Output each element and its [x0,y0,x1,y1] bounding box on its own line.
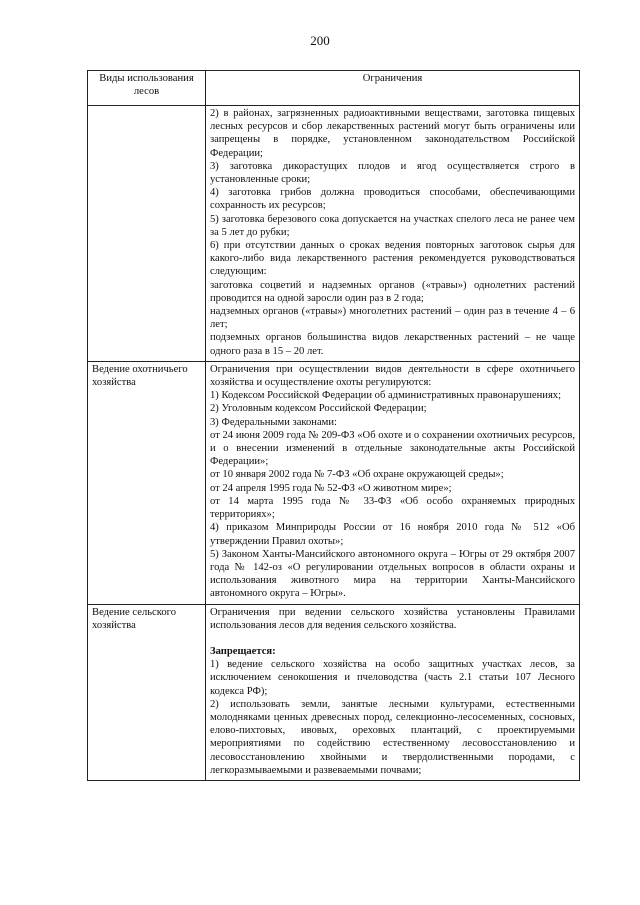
restriction-line: 5) заготовка березового сока допускается на участках спелого леса не ранее чем за 5 лет до рубки; [210,213,575,238]
restriction-line: от 24 июня 2009 года № 209-ФЗ «Об охоте и о сохранении охотничьих ресурсов, и о внесении изменений в отдельные законодательные акты Российской Федерации»; [210,429,575,468]
restriction-line: 3) Федеральными законами: [210,416,337,428]
row-forest-use: Ведение сельского хозяйства [88,604,206,780]
restriction-line: надземных органов («травы») многолетних растений – один раз в течение 4 – 6 лет; [210,306,575,331]
restriction-line: 6) при отсутствии данных о сроках ведения повторных заготовок сырья для какого-либо вида лекарственного растения рекомендуется руководствоваться следующим: [210,240,575,278]
restriction-line: Ограничения при ведении сельского хозяйства установлены Правилами использования лесов для ведения сельского хозяйства. [210,606,575,631]
restriction-line: 4) заготовка грибов должна проводиться способами, обеспечивающими сохранность их ресурсов; [210,187,575,212]
row-restrictions [206,361,580,604]
restriction-line: 1) Кодексом Российской Федерации об административных правонарушениях; [210,390,562,402]
page-number: 200 [310,33,330,48]
header-forest-use: Виды использования лесов [88,71,206,106]
paragraph-spacer [210,632,575,645]
prohibited-line: 2) использовать земли, занятые лесными культурами, естественными молодняками ценных древесных пород, селекционно-лесосеменных, сосновых, елово-пихтовых, ивовых, ореховых плантаций, с проектируемыми мероприятиями по содействию естественному лесовосстановлению и лесовосстановлению хвойными и твердолиственными породами, с легкоразмываемыми и развеваемыми почвами; [210,698,575,776]
restriction-line: 2) в районах, загрязненных радиоактивными веществами, заготовка пищевых лесных ресурсов и сбор лекарственных растений могут быть ограничены или запрещены в порядке, установленном законодательством Российской Федерации; [210,108,575,159]
restriction-line: Ограничения при осуществлении видов деятельности в сфере охотничьего хозяйства и осуществление охоты регулируются: [210,363,575,389]
restriction-line: 3) заготовка дикорастущих плодов и ягод осуществляется строго в установленные сроки; [210,160,575,186]
restrictions-table [87,70,580,781]
restriction-line: 5) Законом Ханты-Мансийского автономного округа – Югры от 29 октября 2007 года № 142-оз «О регулировании отдельных вопросов в области охраны и использования животного мира на территории Ханты-Мансийского автономного округа – Югры». [210,548,575,600]
restriction-line: от 14 марта 1995 года № 33-ФЗ «Об особо охраняемых природных территориях»; [210,495,575,521]
restriction-line: заготовка соцветий и надземных органов («травы») однолетних растений проводится на одной заросли один раз в 2 года; [210,279,575,304]
table-row [88,361,580,604]
table-header-row [88,71,580,106]
row-restrictions [206,106,580,362]
restriction-line: от 10 января 2002 года № 7-ФЗ «Об охране окружающей среды»; [210,469,504,481]
prohibited-heading: Запрещается: [210,645,276,657]
restriction-line: подземных органов большинства видов лекарственных растений – не чаще одного раза в 15 – 20 лет. [210,332,575,357]
restriction-line: 4) приказом Минприроды России от 16 ноября 2010 года № 512 «Об утверждении Правил охоты»; [210,522,575,547]
restriction-line: от 24 апреля 1995 года № 52-ФЗ «О животном мире»; [210,482,452,494]
header-restrictions: Ограничения [206,71,580,106]
prohibited-line: 1) ведение сельского хозяйства на особо защитных участках лесов, за исключением сенокошения и пчеловодства (часть 2.1 статьи 107 Лесного кодекса РФ); [210,659,575,697]
row-restrictions [206,604,580,780]
restriction-line: 2) Уголовным кодексом Российской Федерации; [210,403,427,415]
row-forest-use [88,106,206,362]
table-row [88,604,580,780]
table-row [88,106,580,362]
row-forest-use: Ведение охотничьего хозяйства [88,361,206,604]
